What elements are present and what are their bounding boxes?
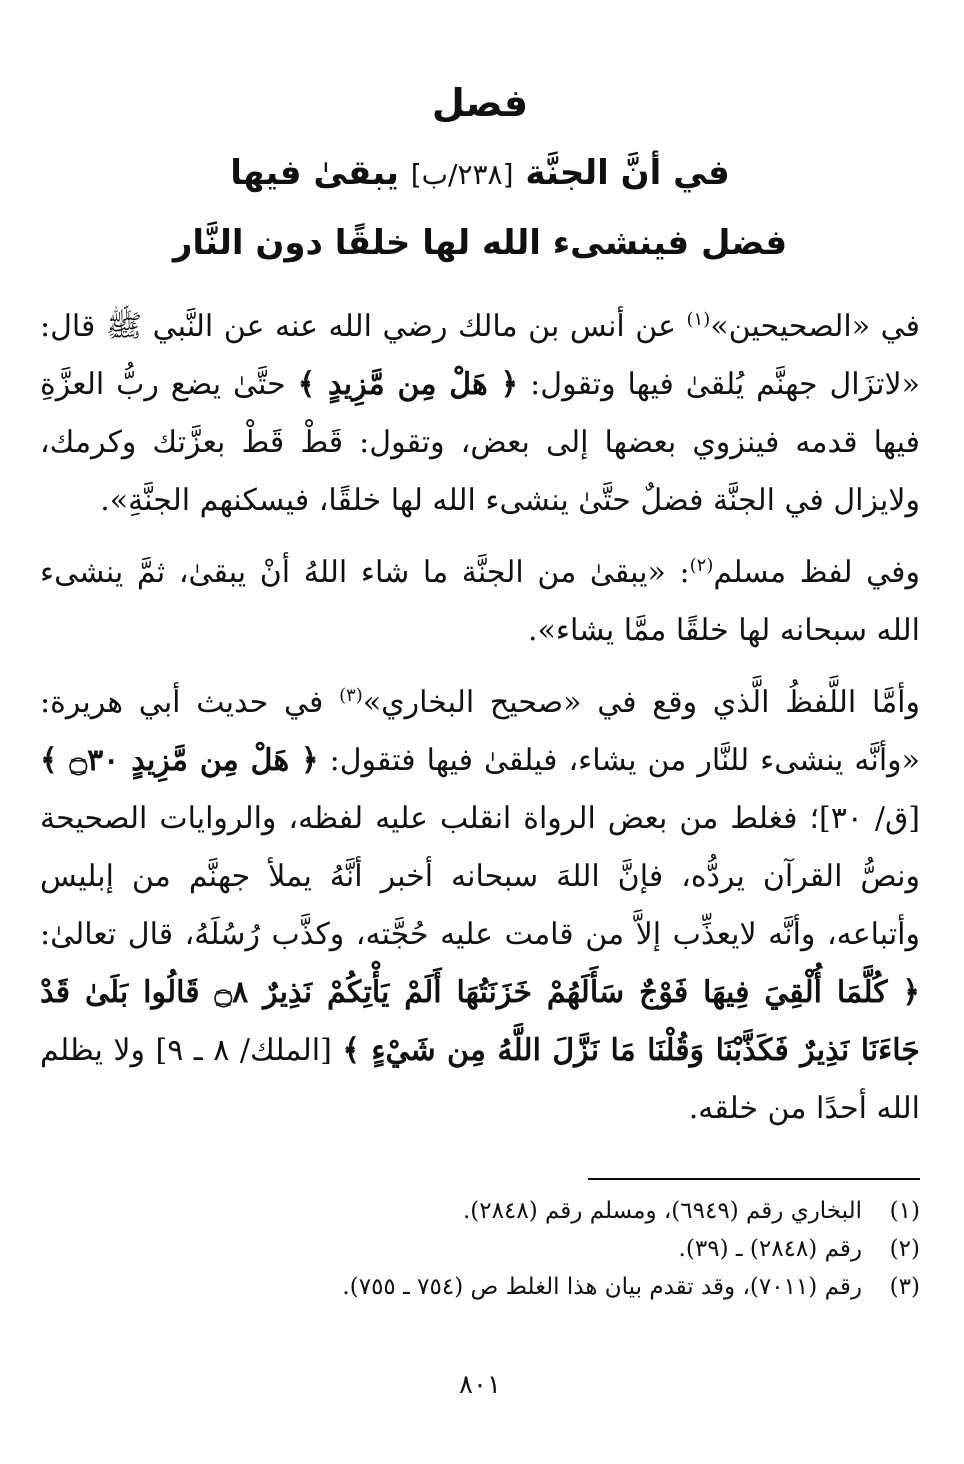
- footnote-ref-1: (١): [686, 309, 711, 330]
- paragraph-text: [الملك/ ٨ ـ ٩] ولا يظلم الله أحدًا من خلقه.: [40, 1033, 920, 1126]
- footnote-separator: [588, 1178, 920, 1180]
- paragraph-3: [40, 674, 920, 1138]
- section-subtitle: [40, 140, 920, 210]
- quran-quote: ﴿ هَلْ مِن مَّزِيدٍ ﴾: [297, 367, 519, 402]
- footnote-text: رقم (٧٠١١)، وقد تقدم بيان هذا الغلط ص (٧٥٤ ـ ٧٥٥).: [342, 1274, 862, 1300]
- paragraph-text: وفي لفظ مسلم: [713, 555, 920, 590]
- subtitle-text-after: يبقىٰ فيها: [230, 153, 411, 193]
- manuscript-ref: [٢٣٨/ب]: [410, 158, 514, 191]
- paragraph-text: [ق/ ٣٠]؛ فغلط من بعض الرواة انقلب عليه لفظه، والروايات الصحيحة ونصُّ القرآن يردُّه، فإنَّ اللهَ سبحانه أخبر أنَّهُ يملأ جهنَّم من إبليس وأتباعه، وأنَّه لايعذِّب إلاَّ من قامت عليه حُجَّته، وكذَّب رُسُلَهُ، قال تعالىٰ:: [40, 801, 920, 952]
- paragraph-1: [40, 298, 920, 530]
- footnote-item: [40, 1230, 920, 1268]
- footnotes: [40, 1192, 920, 1306]
- footnote-ref-3: (٣): [339, 685, 363, 706]
- page-number: ٨٠١: [459, 1370, 501, 1400]
- paragraph-2: [40, 544, 920, 660]
- paragraph-text: حتَّىٰ يضع ربُّ العزَّةِ فيها قدمه فينزوي بعضها إلى بعض، وتقول: قَطْ قَطْ بعزَّتك وكرمك، ولايزال في الجنَّة فضلٌ حتَّىٰ ينشىء الله لها خلقًا، فيسكنهم الجنَّةِ».: [40, 367, 920, 518]
- paragraph-text: عن أنس بن مالك رضي الله عنه عن النَّبي ﷺ قال: «لاتزَال جهنَّم يُلقىٰ فيها وتقول:: [40, 309, 921, 402]
- section-third-heading: فضل فينشىء الله لها خلقًا دون النَّار: [172, 223, 788, 263]
- quran-quote: ﴿ هَلْ مِن مَّزِيدٍ ۝٣٠ ﴾: [40, 743, 319, 778]
- footnote-ref-2: (٢): [689, 555, 714, 576]
- footnote-number: (٣): [889, 1274, 920, 1300]
- footnote-item: [40, 1192, 920, 1230]
- paragraph-text: : «يبقىٰ من الجنَّة ما شاء اللهُ أنْ يبقىٰ، ثمَّ ينشىء الله سبحانه لها خلقًا ممَّا يشاء».: [40, 555, 920, 648]
- footnote-item: [40, 1268, 920, 1306]
- subtitle-text-before: في أنَّ الجنَّة: [513, 153, 730, 193]
- paragraph-text: وأمَّا اللَّفظُ الَّذي وقع في «صحيح البخاري»: [362, 685, 921, 720]
- quran-quote: ﴿ كُلَّمَا أُلْقِيَ فِيهَا فَوْجٌ سَأَلَهُمْ خَزَنَتُهَا أَلَمْ يَأْتِكُمْ نَذِيرٌ ۝٨ قَالُوا بَلَىٰ قَدْ جَاءَنَا نَذِيرٌ فَكَذَّبْنَا وَقُلْنَا مَا نَزَّلَ اللَّهُ مِن شَيْءٍ ﴾: [40, 975, 920, 1068]
- paragraph-text: في «الصحيحين»: [710, 309, 920, 344]
- book-page: [40, 70, 921, 1400]
- footnote-text: البخاري رقم (٦٩٤٩)، ومسلم رقم (٢٨٤٨).: [462, 1198, 862, 1224]
- chapter-title: فصل: [431, 81, 529, 125]
- footnote-text: رقم (٢٨٤٨) ـ (٣٩).: [678, 1236, 862, 1262]
- paragraph-text: في حديث أبي هريرة: «وأنَّه ينشىء للنَّار من يشاء، فيلقىٰ فيها فتقول:: [40, 685, 920, 778]
- footnote-number: (٢): [889, 1236, 920, 1262]
- footnote-number: (١): [889, 1198, 920, 1224]
